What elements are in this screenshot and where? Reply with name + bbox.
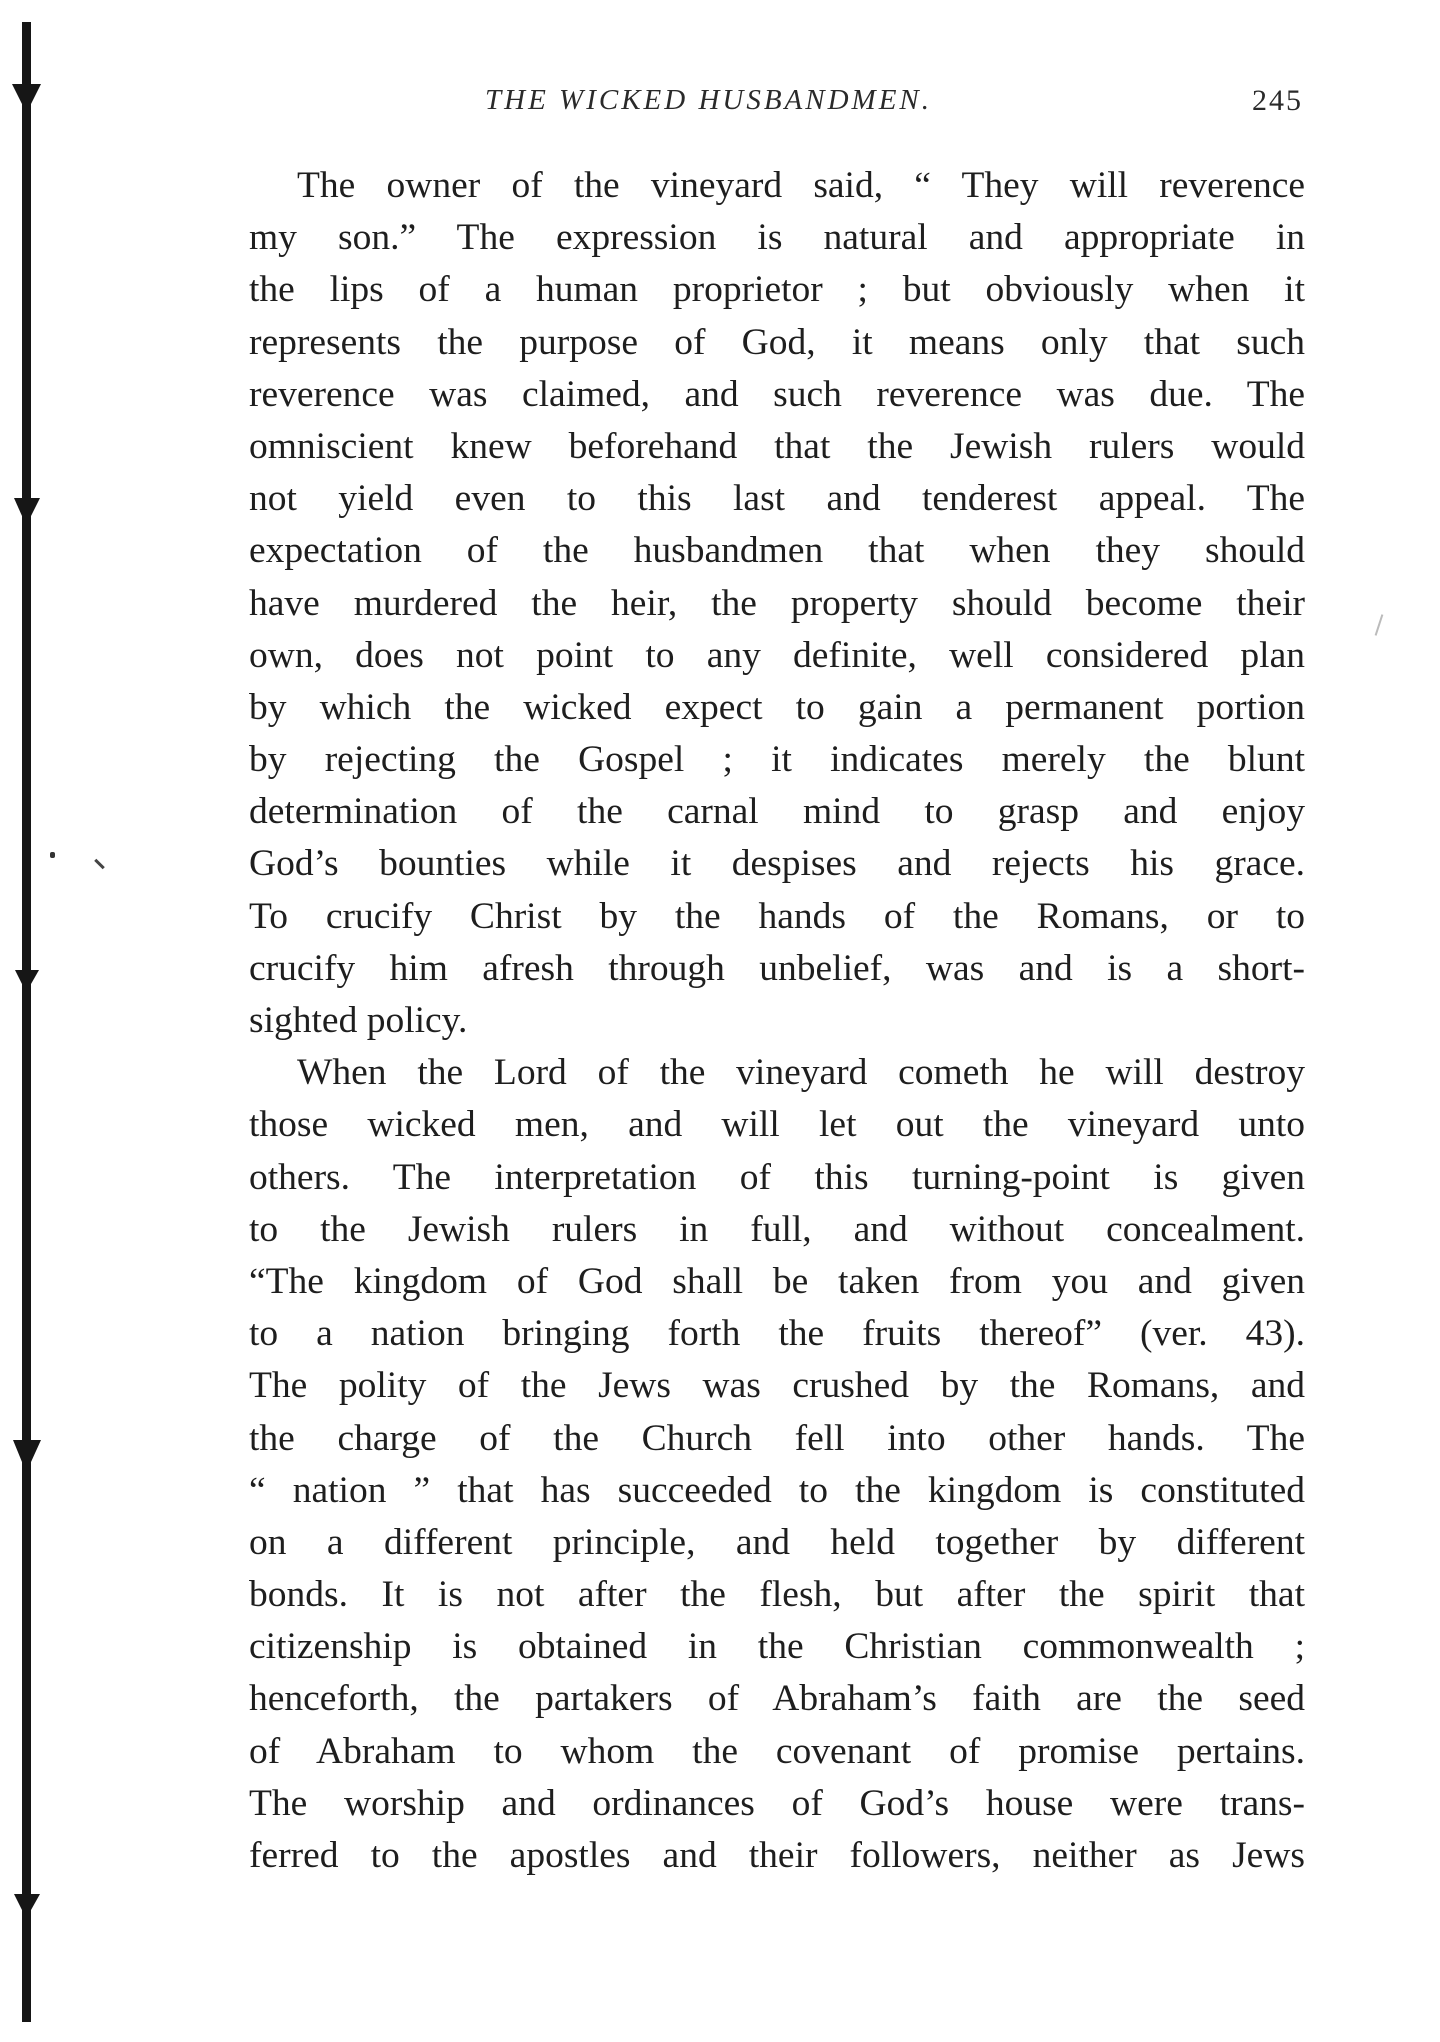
text-line: to the Jewish rulers in full, and without concealment. bbox=[249, 1208, 1305, 1250]
text-line: The worship and ordinances of God’s house were trans- bbox=[249, 1782, 1305, 1824]
text-line: ferred to the apostles and their followers, neither as Jews bbox=[249, 1835, 1305, 1876]
text-line: by which the wicked expect to gain a permanent portion bbox=[249, 686, 1305, 728]
text-line: of Abraham to whom the covenant of promise pertains. bbox=[249, 1730, 1305, 1772]
page-number: 245 bbox=[1252, 84, 1303, 117]
text-line: to a nation bringing forth the fruits thereof” (ver. 43). bbox=[249, 1313, 1305, 1355]
text-line: The owner of the vineyard said, “ They will reverence bbox=[297, 165, 1305, 206]
text-line: by rejecting the Gospel ; it indicates merely the blunt bbox=[249, 739, 1305, 781]
text-line: on a different principle, and held together by different bbox=[249, 1521, 1305, 1563]
text-line: the lips of a human proprietor ; but obviously when it bbox=[249, 269, 1305, 311]
text-line: not yield even to this last and tenderest appeal. The bbox=[249, 478, 1305, 520]
body-text bbox=[249, 160, 1305, 1882]
paragraph bbox=[249, 160, 1305, 1047]
text-line: own, does not point to any definite, well considered plan bbox=[249, 634, 1305, 676]
text-line: crucify him afresh through unbelief, was and is a short- bbox=[249, 947, 1305, 989]
text-line: henceforth, the partakers of Abraham’s faith are the seed bbox=[249, 1678, 1305, 1720]
text-line: those wicked men, and will let out the vineyard unto bbox=[249, 1104, 1305, 1146]
text-line: represents the purpose of God, it means only that such bbox=[249, 321, 1305, 363]
binding-edge-mark bbox=[10, 22, 44, 2022]
text-line: bonds. It is not after the flesh, but after the spirit that bbox=[249, 1574, 1305, 1616]
text-line: others. The interpretation of this turning-point is given bbox=[249, 1156, 1305, 1198]
stray-margin-mark bbox=[1375, 614, 1384, 636]
running-title: THE WICKED HUSBANDMEN. bbox=[485, 84, 933, 116]
text-line: To crucify Christ by the hands of the Romans, or to bbox=[249, 895, 1305, 937]
text-line: determination of the carnal mind to grasp and enjoy bbox=[249, 791, 1305, 833]
text-line: God’s bounties while it despises and rejects his grace. bbox=[249, 843, 1305, 885]
text-line: my son.” The expression is natural and appropriate in bbox=[249, 217, 1305, 259]
text-line: “ nation ” that has succeeded to the kingdom is constituted bbox=[249, 1469, 1305, 1511]
text-line: the charge of the Church fell into other hands. The bbox=[249, 1417, 1305, 1459]
text-line: citizenship is obtained in the Christian commonwealth ; bbox=[249, 1626, 1305, 1668]
paragraph bbox=[249, 1047, 1305, 1882]
text-line: The polity of the Jews was crushed by the Romans, and bbox=[249, 1365, 1305, 1407]
stray-ink-tick bbox=[94, 859, 105, 870]
text-line: “The kingdom of God shall be taken from you and given bbox=[249, 1260, 1305, 1302]
text-line: expectation of the husbandmen that when they should bbox=[249, 530, 1305, 572]
stray-ink-dot bbox=[50, 852, 55, 858]
text-line: sighted policy. bbox=[249, 1000, 468, 1041]
text-line: have murdered the heir, the property should become their bbox=[249, 582, 1305, 624]
page-header bbox=[245, 78, 1303, 132]
text-line: omniscient knew beforehand that the Jewish rulers would bbox=[249, 425, 1305, 467]
text-line: When the Lord of the vineyard cometh he will destroy bbox=[297, 1052, 1305, 1094]
text-line: reverence was claimed, and such reverence was due. The bbox=[249, 373, 1305, 415]
